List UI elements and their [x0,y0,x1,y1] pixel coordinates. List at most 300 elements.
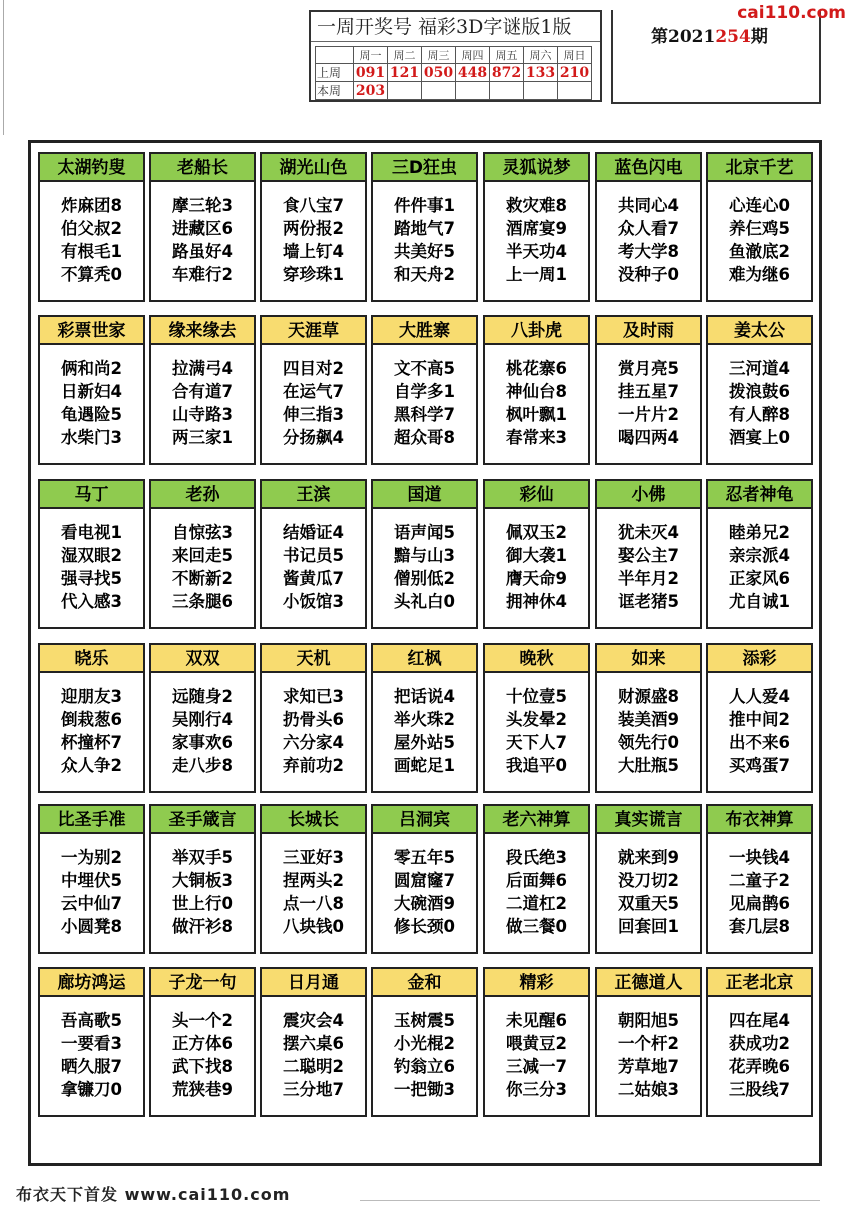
riddle-line: 三河道4 [729,359,790,378]
riddle-line: 看电视1 [61,523,122,542]
riddle-card [38,152,145,302]
riddle-line: 鱼澈底2 [729,242,790,261]
riddle-line: 大铜板3 [172,871,233,890]
riddle-card [595,643,702,793]
riddle-lines [262,685,365,777]
riddle-line: 两份报2 [283,219,344,238]
riddle-line: 天下人7 [506,733,567,752]
riddle-line: 迎朋友3 [61,687,122,706]
riddle-line: 一为别2 [61,848,122,867]
riddle-line: 枫叶飘1 [506,405,567,424]
riddle-line: 头礼白0 [394,592,455,611]
riddle-line: 举双手5 [172,848,233,867]
riddle-line: 共美好5 [394,242,455,261]
riddle-line: 自学多1 [394,382,455,401]
riddle-line: 大肚瓶5 [618,756,679,775]
riddle-line: 正家风6 [729,569,790,588]
riddle-line: 杯撞杯7 [61,733,122,752]
riddle-line: 娶公主7 [618,546,679,565]
riddle-author: 圣手箴言 [151,806,254,834]
riddle-lines [708,685,811,777]
riddle-lines [151,685,254,777]
riddle-line: 后面舞6 [506,871,567,890]
riddle-card [706,315,813,465]
riddle-line: 点一八8 [283,894,344,913]
riddle-line: 屋外站5 [394,733,455,752]
riddle-line: 头一个2 [172,1011,233,1030]
riddle-lines [40,194,143,286]
riddle-author: 姜太公 [708,317,811,345]
riddle-line: 我追平0 [506,756,567,775]
riddle-author: 老船长 [151,154,254,182]
riddle-line: 有人醉8 [729,405,790,424]
riddle-line: 御大袭1 [506,546,567,565]
riddle-card [149,479,256,629]
riddle-line: 尤自诚1 [729,592,790,611]
riddle-author: 及时雨 [597,317,700,345]
riddle-card [260,643,367,793]
riddle-line: 踏地气7 [394,219,455,238]
riddle-line: 四在尾4 [729,1011,790,1030]
riddle-line: 春常来3 [506,428,567,447]
riddle-line: 小饭馆3 [283,592,344,611]
riddle-line: 晒久服7 [61,1057,122,1076]
riddle-lines [262,194,365,286]
riddle-line: 没刀切2 [618,871,679,890]
riddle-lines [151,846,254,938]
issue-prefix: 第2021 [651,27,716,47]
draw-number [388,82,422,100]
draw-number: 133 [524,64,558,82]
riddle-line: 诓老猪5 [618,592,679,611]
riddle-line: 不算秃0 [61,265,122,284]
riddle-lines [373,521,476,613]
riddle-line: 三条腿6 [172,592,233,611]
riddle-author: 长城长 [262,806,365,834]
draw-number [490,82,524,100]
riddle-lines [708,194,811,286]
riddle-line: 心连心0 [729,196,790,215]
riddle-line: 半年月2 [618,569,679,588]
riddle-line: 日新妇4 [61,382,122,401]
riddle-author: 正老北京 [708,969,811,997]
riddle-lines [485,521,588,613]
riddle-line: 套几层8 [729,917,790,936]
riddle-line: 中埋伏5 [61,871,122,890]
riddle-line: 人人爱4 [729,687,790,706]
riddle-line: 半天功4 [506,242,567,261]
riddle-card [371,643,478,793]
riddle-card [260,479,367,629]
riddle-line: 远随身2 [172,687,233,706]
riddle-line: 强寻找5 [61,569,122,588]
riddle-card [595,315,702,465]
riddle-card [706,479,813,629]
riddle-lines [597,357,700,449]
riddle-line: 吾高歌5 [61,1011,122,1030]
riddle-line: 摩三轮3 [172,196,233,215]
riddle-card [260,152,367,302]
riddle-line: 上一周1 [506,265,567,284]
riddle-line: 求知已3 [283,687,344,706]
riddle-lines [373,685,476,777]
riddle-card [149,152,256,302]
riddle-line: 喂黄豆2 [506,1034,567,1053]
riddle-line: 见扁鹊6 [729,894,790,913]
riddle-line: 两三家1 [172,428,233,447]
riddle-author: 老孙 [151,481,254,509]
draw-number: 091 [354,64,388,82]
issue-label [651,22,768,47]
riddle-line: 进藏区6 [172,219,233,238]
riddle-line: 书记员5 [283,546,344,565]
site-watermark: cai110.com [737,3,846,23]
riddle-line: 众人看7 [618,219,679,238]
riddle-line: 小光棍2 [394,1034,455,1053]
riddle-lines [597,685,700,777]
riddle-line: 三减一7 [506,1057,567,1076]
weekday-label: 周五 [490,47,524,64]
riddle-card [483,479,590,629]
riddle-line: 结婚证4 [283,523,344,542]
riddle-author: 子龙一句 [151,969,254,997]
riddle-line: 走八步8 [172,756,233,775]
riddle-line: 正方体6 [172,1034,233,1053]
riddle-line: 拨浪鼓6 [729,382,790,401]
riddle-lines [151,1009,254,1101]
riddle-line: 你三分3 [506,1080,567,1099]
riddle-line: 食八宝7 [283,196,344,215]
footer-divider [360,1200,820,1201]
riddle-author: 北京千艺 [708,154,811,182]
riddle-line: 一要看3 [61,1034,122,1053]
riddle-line: 一块钱4 [729,848,790,867]
riddle-line: 在运气7 [283,382,344,401]
last-week-row [316,64,592,82]
riddle-line: 合有道7 [172,382,233,401]
riddle-line: 举火珠2 [394,710,455,729]
riddle-line: 买鸡蛋7 [729,756,790,775]
riddle-line: 文不高5 [394,359,455,378]
riddle-line: 救灾难8 [506,196,567,215]
riddle-line: 众人争2 [61,756,122,775]
riddle-line: 拿镰刀0 [61,1080,122,1099]
riddle-line: 一把锄3 [394,1080,455,1099]
riddle-line: 三亚好3 [283,848,344,867]
riddle-lines [485,1009,588,1101]
riddle-author: 日月通 [262,969,365,997]
riddle-lines [40,685,143,777]
riddle-lines [485,846,588,938]
riddle-card [706,967,813,1117]
weekday-row [316,47,592,64]
riddle-line: 做汗衫8 [172,917,233,936]
riddle-line: 车难行2 [172,265,233,284]
riddle-line: 推中间2 [729,710,790,729]
draw-number [422,82,456,100]
riddle-card [483,315,590,465]
riddle-line: 未见醒6 [506,1011,567,1030]
draw-number: 448 [456,64,490,82]
riddle-author: 老六神算 [485,806,588,834]
riddle-line: 二姑娘3 [618,1080,679,1099]
riddle-card [483,152,590,302]
riddle-line: 六分家4 [283,733,344,752]
riddle-author: 大胜寨 [373,317,476,345]
draw-number: 210 [558,64,592,82]
riddle-card [149,643,256,793]
riddle-line: 震灾会4 [283,1011,344,1030]
riddle-line: 有根毛1 [61,242,122,261]
riddle-line: 超众哥8 [394,428,455,447]
riddle-author: 金和 [373,969,476,997]
riddle-lines [373,357,476,449]
riddle-line: 睦弟兄2 [729,523,790,542]
riddle-line: 荒狭巷9 [172,1080,233,1099]
riddle-line: 世上行0 [172,894,233,913]
riddle-lines [40,1009,143,1101]
riddle-lines [597,846,700,938]
riddle-line: 分扬飙4 [283,428,344,447]
riddle-line: 水柴门3 [61,428,122,447]
riddle-author: 太湖钓叟 [40,154,143,182]
riddle-line: 云中仙7 [61,894,122,913]
riddle-line: 财源盛8 [618,687,679,706]
last-week-label: 上周 [316,64,354,82]
issue-suffix: 期 [750,27,768,47]
riddle-line: 芳草地7 [618,1057,679,1076]
weekday-label: 周日 [558,47,592,64]
draw-number [558,82,592,100]
riddle-author: 添彩 [708,645,811,673]
riddle-card [371,315,478,465]
riddle-lines [40,846,143,938]
draw-results-panel [309,10,602,102]
riddle-line: 装美酒9 [618,710,679,729]
riddle-card [595,479,702,629]
riddle-line: 伸三指3 [283,405,344,424]
footer-text: 布衣天下首发 www.cai110.com [16,1185,291,1204]
riddle-lines [151,194,254,286]
riddle-author: 廊坊鸿运 [40,969,143,997]
riddle-line: 桃花寨6 [506,359,567,378]
riddle-card [260,967,367,1117]
riddle-line: 武下找8 [172,1057,233,1076]
riddle-line: 件件事1 [394,196,455,215]
weekly-draw-table [315,46,592,100]
riddle-line: 神仙台8 [506,382,567,401]
riddle-line: 养仨鸡5 [729,219,790,238]
riddle-card [371,967,478,1117]
riddle-lines [151,357,254,449]
riddle-card [595,967,702,1117]
riddle-card [595,804,702,954]
riddle-card [371,152,478,302]
riddle-author: 真实谎言 [597,806,700,834]
riddle-line: 不断新2 [172,569,233,588]
riddle-lines [708,521,811,613]
riddle-line: 三股线7 [729,1080,790,1099]
riddle-lines [708,357,811,449]
draw-number: 203 [354,82,388,100]
riddle-line: 膺天命9 [506,569,567,588]
riddle-line: 家事欢6 [172,733,233,752]
riddle-line: 自惊弦3 [172,523,233,542]
riddle-author: 八卦虎 [485,317,588,345]
riddle-line: 俩和尚2 [61,359,122,378]
weekday-label: 周一 [354,47,388,64]
riddle-lines [485,357,588,449]
riddle-line: 修长颈0 [394,917,455,936]
riddle-lines [40,357,143,449]
riddle-line: 难为继6 [729,265,790,284]
riddle-author: 吕洞宾 [373,806,476,834]
riddle-lines [485,685,588,777]
riddle-lines [262,521,365,613]
weekday-label: 周三 [422,47,456,64]
riddle-line: 墙上钉4 [283,242,344,261]
riddle-line: 代入感3 [61,592,122,611]
riddle-line: 来回走5 [172,546,233,565]
riddle-line: 八块钱0 [283,917,344,936]
riddle-card [706,152,813,302]
riddle-line: 路虽好4 [172,242,233,261]
riddle-lines [708,846,811,938]
riddle-line: 酒宴上0 [729,428,790,447]
riddle-author: 正德道人 [597,969,700,997]
riddle-line: 四目对2 [283,359,344,378]
page-edge-fragment [0,0,4,135]
riddle-line: 黑科学7 [394,405,455,424]
riddle-line: 犹未灭4 [618,523,679,542]
riddle-author: 蓝色闪电 [597,154,700,182]
riddle-line: 拥神休4 [506,592,567,611]
riddle-line: 段氏绝3 [506,848,567,867]
riddle-line: 共同心4 [618,196,679,215]
riddle-line: 出不来6 [729,733,790,752]
riddle-card [149,315,256,465]
draw-number [524,82,558,100]
riddle-card [706,804,813,954]
riddle-line: 获成功2 [729,1034,790,1053]
riddle-card [149,804,256,954]
riddle-author: 精彩 [485,969,588,997]
riddle-lines [262,357,365,449]
riddle-line: 双重天5 [618,894,679,913]
riddle-line: 朝阳旭5 [618,1011,679,1030]
riddle-card [38,479,145,629]
riddle-author: 彩仙 [485,481,588,509]
issue-box [611,10,821,104]
riddle-author: 双双 [151,645,254,673]
riddle-author: 灵狐说梦 [485,154,588,182]
riddle-line: 挂五星7 [618,382,679,401]
riddle-card [260,315,367,465]
riddle-line: 摆六桌6 [283,1034,344,1053]
riddle-lines [373,1009,476,1101]
riddle-line: 三分地7 [283,1080,344,1099]
riddle-line: 弃前功2 [283,756,344,775]
riddle-line: 龟遇险5 [61,405,122,424]
riddle-lines [373,846,476,938]
riddle-line: 酒席宴9 [506,219,567,238]
riddle-line: 佩双玉2 [506,523,567,542]
riddle-line: 赏月亮5 [618,359,679,378]
riddle-line: 酱黄瓜7 [283,569,344,588]
riddle-card [595,152,702,302]
riddle-line: 语声闻5 [394,523,455,542]
riddle-card [483,967,590,1117]
riddle-author: 忍者神龟 [708,481,811,509]
riddle-line: 把话说4 [394,687,455,706]
riddle-line: 伯父叔2 [61,219,122,238]
riddle-line: 二聪明2 [283,1057,344,1076]
riddle-line: 小圆凳8 [61,917,122,936]
riddle-line: 圆窟窿7 [394,871,455,890]
riddle-line: 炸麻团8 [61,196,122,215]
riddle-card [38,804,145,954]
weekday-label: 周六 [524,47,558,64]
riddle-lines [262,1009,365,1101]
riddle-author: 马丁 [40,481,143,509]
riddle-line: 回套回1 [618,917,679,936]
riddle-author: 天机 [262,645,365,673]
riddle-card [483,804,590,954]
riddle-line: 湿双眼2 [61,546,122,565]
riddle-line: 一个杆2 [618,1034,679,1053]
riddle-card [483,643,590,793]
riddle-line: 二童子2 [729,871,790,890]
riddle-line: 头发晕2 [506,710,567,729]
riddle-lines [597,521,700,613]
this-week-row [316,82,592,100]
riddle-line: 倒栽葱6 [61,710,122,729]
riddle-line: 零五年5 [394,848,455,867]
riddle-lines [40,521,143,613]
riddle-line: 吴刚行4 [172,710,233,729]
riddle-line: 二道杠2 [506,894,567,913]
riddle-card [371,804,478,954]
riddle-line: 就来到9 [618,848,679,867]
riddle-author: 王滨 [262,481,365,509]
riddle-card [38,315,145,465]
riddle-lines [151,521,254,613]
riddle-line: 山寺路3 [172,405,233,424]
riddle-card [371,479,478,629]
riddle-line: 领先行0 [618,733,679,752]
riddle-lines [262,846,365,938]
draw-number: 121 [388,64,422,82]
riddle-card [38,967,145,1117]
riddle-author: 缘来缘去 [151,317,254,345]
riddle-author: 布衣神算 [708,806,811,834]
riddle-line: 十位壹5 [506,687,567,706]
riddle-lines [485,194,588,286]
riddle-line: 僧别低2 [394,569,455,588]
this-week-label: 本周 [316,82,354,100]
riddle-card [260,804,367,954]
riddle-line: 画蛇足1 [394,756,455,775]
riddle-author: 小佛 [597,481,700,509]
draw-number [456,82,490,100]
riddle-author: 彩票世家 [40,317,143,345]
riddle-card [38,643,145,793]
riddle-lines [597,1009,700,1101]
riddle-lines [597,194,700,286]
riddle-line: 喝四两4 [618,428,679,447]
riddle-card [149,967,256,1117]
riddle-author: 湖光山色 [262,154,365,182]
